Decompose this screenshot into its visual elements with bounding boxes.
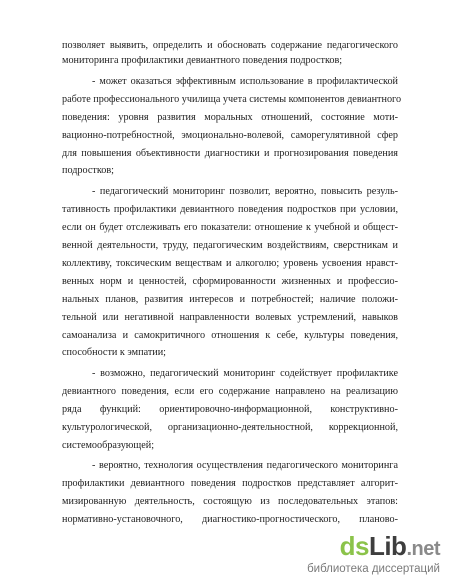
- text-line: самоанализа и самокритичного отношения к себе, культуры поведения,: [62, 330, 398, 341]
- text-line: - вероятно, технология осуществления педагогического мониторинга: [92, 460, 398, 471]
- text-line: венных норм и ценностей, сформированности жизненных и профессио-: [62, 276, 398, 287]
- text-line: профилактики девиантного поведения подростков представляет алгорит-: [62, 478, 398, 489]
- text-line: подростков;: [62, 165, 115, 176]
- text-line: мониторинга профилактики девиантного поведения подростков;: [62, 55, 343, 66]
- text-line: вационно-потребностной, эмоционально-волевой, саморегулятивной сфер: [62, 130, 398, 141]
- text-line: нормативно-установочного, диагностико-прогностического, планово-: [62, 514, 398, 525]
- text-line: - может оказаться эффективным использование в профилактической: [92, 76, 398, 87]
- text-line: девиантного поведения, если его содержание направлено на реализацию: [62, 386, 398, 397]
- text-line: культурологической, организационно-деятельностной, коррекционной,: [62, 422, 398, 433]
- dslib-logo: dsLib.net: [339, 531, 440, 561]
- text-line: тативность профилактики девиантного поведения подростков при условии,: [62, 204, 398, 215]
- text-line: тельной или негативной направленности волевых устремлений, навыков: [62, 312, 398, 323]
- text-line: венной деятельности, труду, педагогическим воздействиям, сверстникам и: [62, 240, 398, 251]
- text-line: - возможно, педагогический мониторинг содействует профилактике: [92, 368, 398, 379]
- dslib-watermark: [307, 533, 440, 576]
- text-line: поведения: уровня развития моральных отношений, состояние моти-: [62, 112, 398, 123]
- text-line: мизированную деятельность, состоящую из последовательных этапов:: [62, 496, 398, 507]
- text-line: позволяет выявить, определить и обосновать содержание педагогического: [62, 40, 398, 51]
- text-line: - педагогический мониторинг позволит, вероятно, повысить резуль-: [92, 186, 398, 197]
- text-line: для повышения объективности диагностики и прогнозирования поведения: [62, 148, 398, 159]
- watermark-subtitle: библиотека диссертаций: [307, 563, 440, 575]
- text-line: нальных планов, развития интересов и потребностей; наличие положи-: [62, 294, 398, 305]
- text-line: коллективу, токсическим веществам и алкоголю; уровень усвоения нравст-: [62, 258, 398, 269]
- text-line: работе профессионального училища учета системы компонентов девиантного: [62, 94, 402, 105]
- text-line: если он будет отслеживать его показатели: отношение к учебной и общест-: [62, 222, 398, 233]
- text-line: способности к эмпатии;: [62, 347, 167, 358]
- text-line: ряда функций: ориентировочно-информационной, конструктивно-: [62, 404, 398, 415]
- text-line: системообразующей;: [62, 440, 155, 451]
